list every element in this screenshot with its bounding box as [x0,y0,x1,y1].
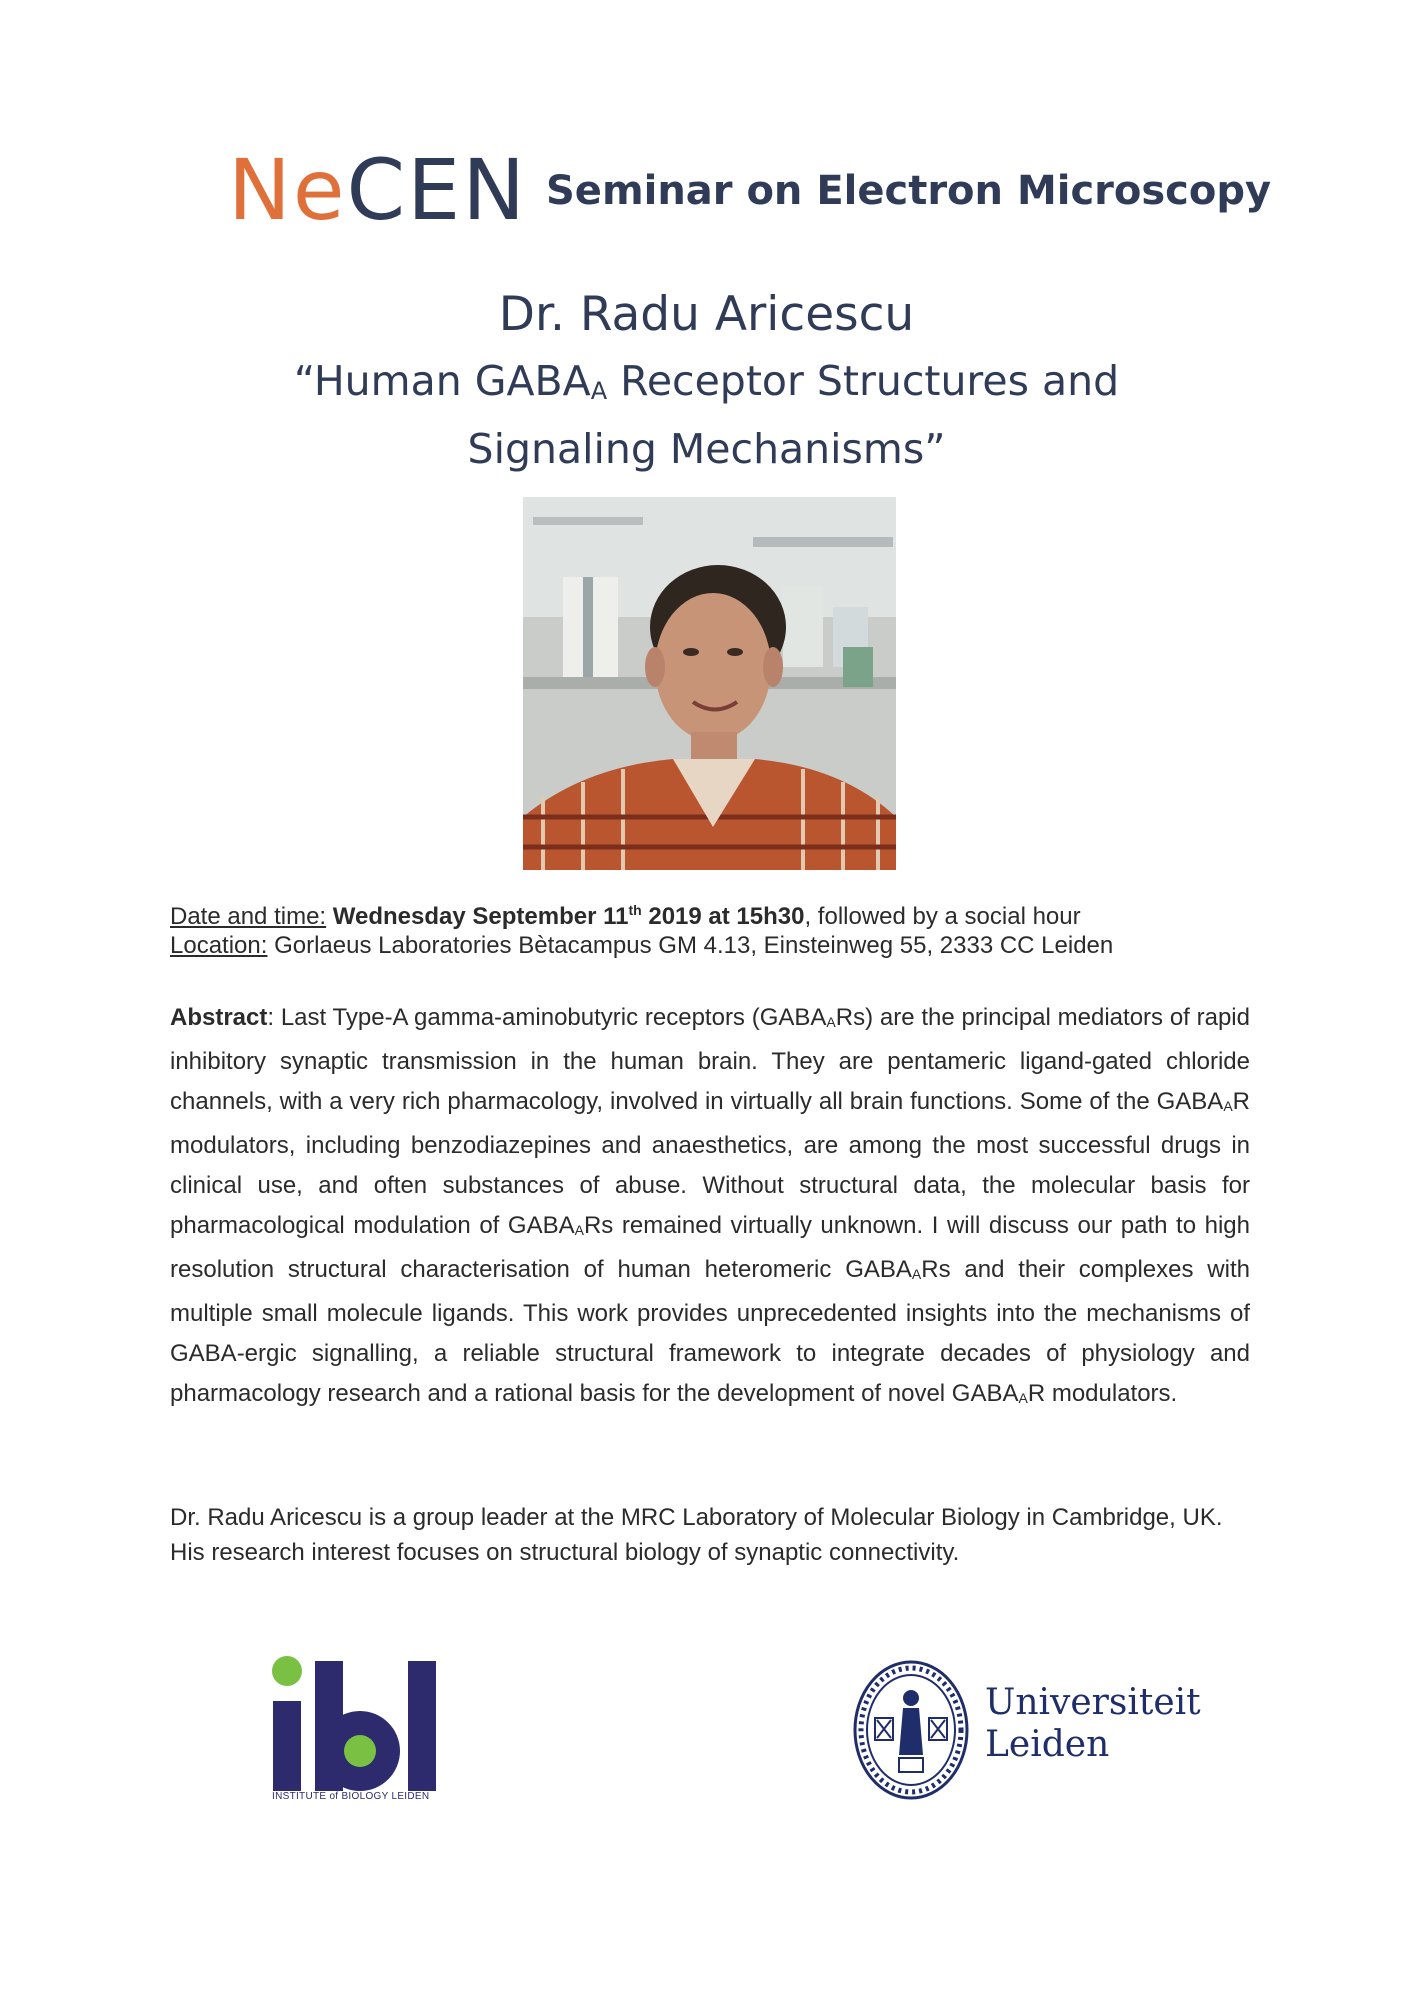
talk-title-subscript: A [590,377,608,405]
date-value-part2: 2019 at 15h30 [641,903,805,930]
leiden-wordmark [985,1682,1201,1766]
leiden-line2: Leiden [985,1724,1110,1765]
location-label: Location: [170,932,268,959]
abstract-subscript: A [1223,1098,1233,1114]
speaker-photo [523,497,896,870]
necen-logo [228,140,527,240]
leiden-seal-icon [853,1660,969,1800]
abstract-subscript: A [1018,1390,1028,1406]
leiden-line1: Universiteit [985,1682,1201,1723]
necen-logo-cen: CEN [346,141,528,239]
header [228,140,1272,240]
speaker-name: Dr. Radu Aricescu [498,287,915,342]
date-label: Date and time: [170,903,327,930]
abstract-text: R modulators, including benzodiazepines and anaesthetics, are among the most successful drugs in clinical use, and often substances of abuse. Without structural data, the molecular basis for pharmacological modulation of GABA [170,1088,1250,1239]
date-time-line [170,893,1250,934]
location-value: Gorlaeus Laboratories Bètacampus GM 4.13, Einsteinweg 55, 2333 CC Leiden [274,932,1114,959]
abstract-label: Abstract [170,1004,268,1031]
talk-title [200,352,1213,478]
location-line [170,929,1250,963]
abstract-text: R modulators. [1027,1380,1178,1407]
talk-title-part2: Receptor Structures and Signaling Mechanisms” [467,357,1120,473]
abstract-text: Rs remained virtually unknown. I will discuss our path to high resolution structural characterisation of human heteromeric GABA [170,1212,1250,1283]
speaker-bio: Dr. Radu Aricescu is a group leader at the MRC Laboratory of Molecular Biology in Cambridge, UK. His research interest focuses on structural biology of synaptic connectivity. [170,1504,1223,1566]
ibl-logo [270,1655,440,1805]
abstract-paragraph [170,998,1250,1418]
abstract-subscript: A [826,1014,836,1030]
ibl-caption: INSTITUTE of BIOLOGY LEIDEN [272,1791,430,1802]
abstract-text: Rs and their complexes with multiple small molecule ligands. This work provides unprecedented insights into the mechanisms of GABA-ergic signalling, a reliable structural framework to integrate decades of physiology and pharmacology research and a rational basis for the development of novel GABA [170,1256,1250,1407]
abstract-subscript: A [574,1222,584,1238]
abstract-text: Rs) are the principal mediators of rapid inhibitory synaptic transmission in the human brain. They are pentameric ligand-gated chloride channels, with a very rich pharmacology, involved in virtually all brain functions. Some of the GABA [170,1004,1250,1115]
talk-title-part1: “Human GABA [293,357,591,405]
date-tail: , followed by a social hour [804,903,1081,930]
seminar-title: Seminar on Electron Microscopy [546,168,1272,214]
date-superscript: th [628,902,642,918]
necen-logo-ne: Ne [228,141,347,239]
abstract-text: : Last Type-A gamma-aminobutyric receptors (GABA [267,1004,827,1031]
date-value-part1: Wednesday September 11 [332,903,629,930]
abstract-subscript: A [911,1266,922,1282]
